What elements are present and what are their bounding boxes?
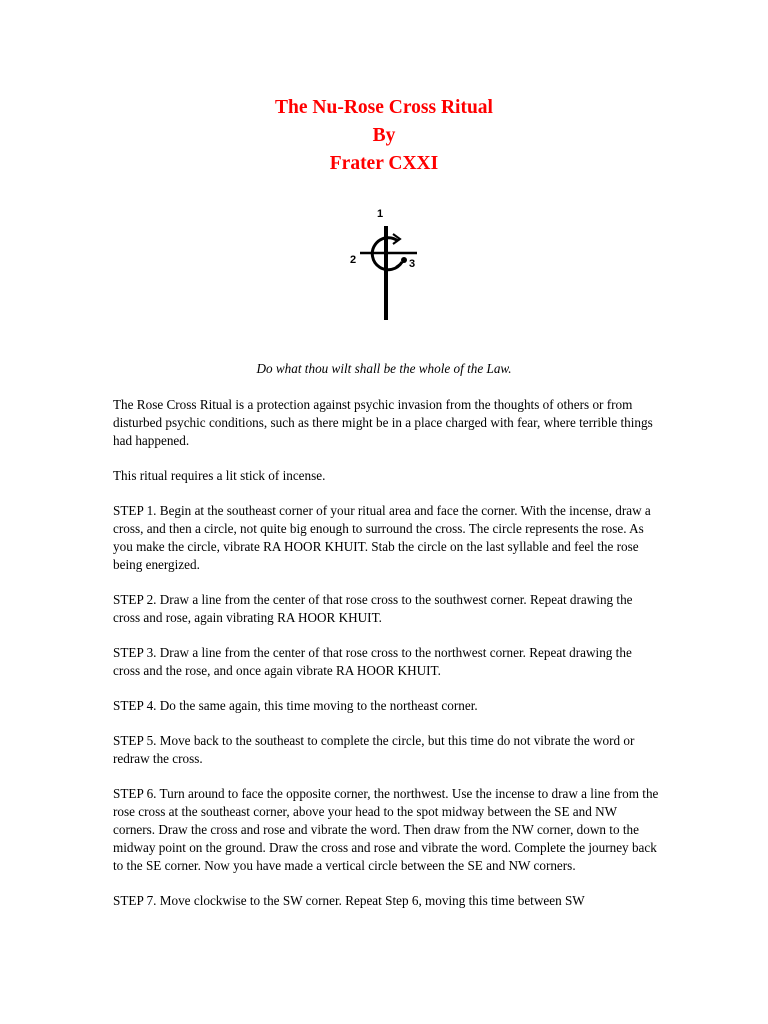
motto: Do what thou wilt shall be the whole of the Law. [256, 361, 512, 376]
title-line-1: The Nu-Rose Cross Ritual [275, 97, 493, 118]
paragraph: STEP 6. Turn around to face the opposite corner, the northwest. Use the incense to draw a line from the rose cross at the southeast corner, above your head to the spot midway between the SE and NW corners. Draw the cross and rose and vibrate the word. Then draw from the NW corner, down to the midway point on the ground. Draw the cross and rose and vibrate the word. Complete the journey back to the SE corner. Now you have made a vertical circle between the SE and NW corners. [113, 786, 659, 873]
paragraph: STEP 3. Draw a line from the center of that rose cross to the northwest corner. Repeat drawing the cross and the rose, and once again vibrate RA HOOR KHUIT. [113, 645, 632, 678]
paragraph: STEP 1. Begin at the southeast corner of your ritual area and face the corner. With the incense, draw a cross, and then a circle, not quite big enough to surround the cross. The circle represents the rose. As you make the circle, vibrate RA HOOR KHUIT. Stab the circle on the last syllable and feel the rose being energized. [113, 503, 651, 572]
figure-label-3: 3 [408, 258, 416, 270]
figure-label-2: 2 [349, 254, 357, 266]
title-line-2: By [372, 125, 396, 146]
paragraph: This ritual requires a lit stick of incense. [113, 468, 326, 483]
paragraph: STEP 2. Draw a line from the center of that rose cross to the southwest corner. Repeat drawing the cross and rose, again vibrating RA HOOR KHUIT. [113, 592, 633, 625]
paragraph: STEP 7. Move clockwise to the SW corner. Repeat Step 6, moving this time between SW [113, 893, 585, 908]
rose-cross-diagram [340, 204, 430, 324]
title-line-3: Frater CXXI [329, 153, 439, 174]
paragraph: STEP 5. Move back to the southeast to complete the circle, but this time do not vibrate the word or redraw the cross. [113, 733, 635, 766]
paragraph: The Rose Cross Ritual is a protection against psychic invasion from the thoughts of others or from disturbed psychic conditions, such as there might be in a place charged with fear, where terrible things had happened. [113, 397, 653, 448]
document-body [113, 396, 661, 927]
paragraph: STEP 4. Do the same again, this time moving to the northeast corner. [113, 698, 478, 713]
document-title [0, 94, 768, 178]
figure-label-1: 1 [376, 208, 384, 220]
